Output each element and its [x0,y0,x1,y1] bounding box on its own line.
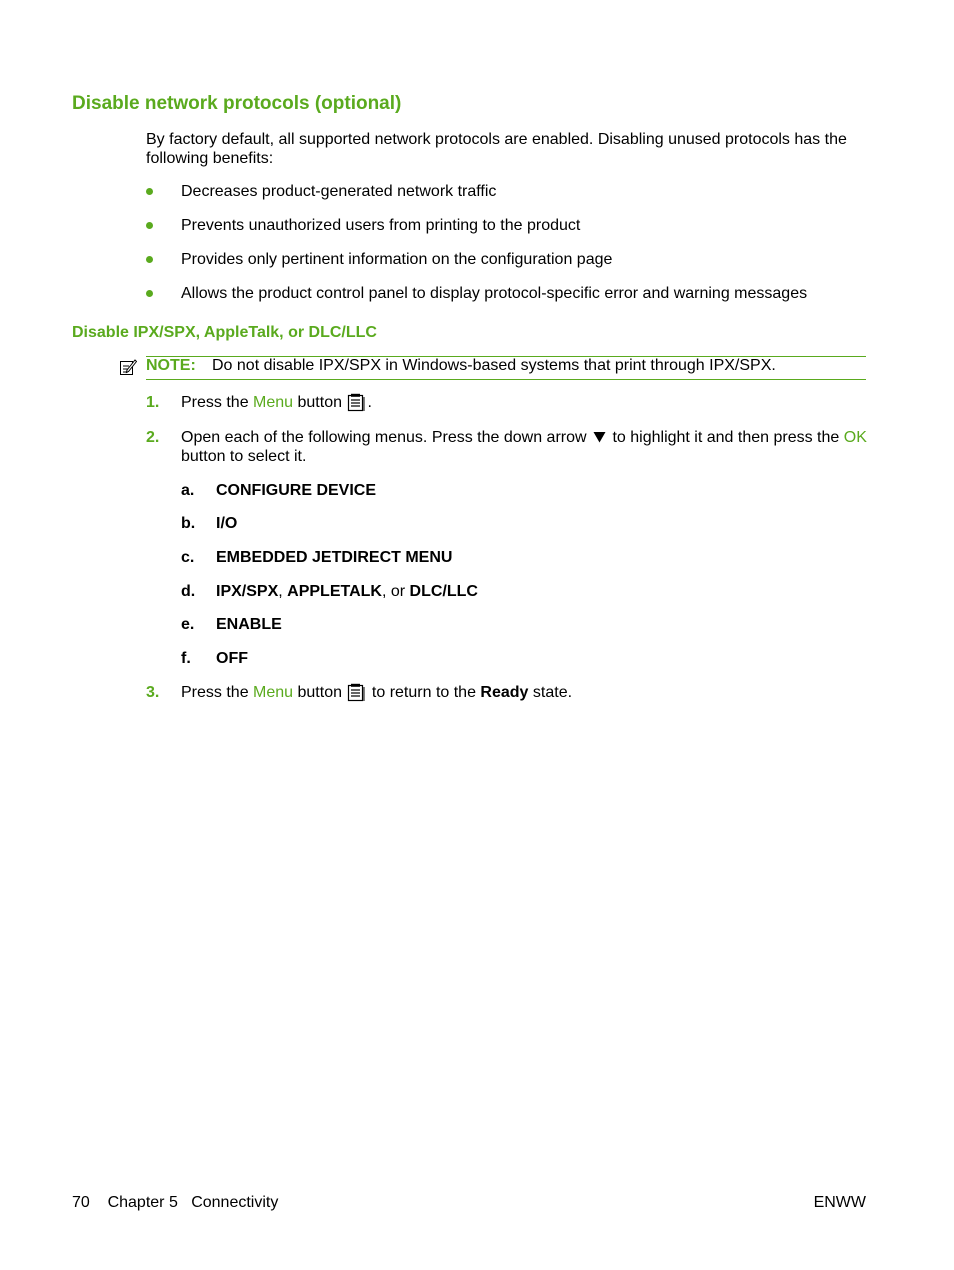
substep-text: OFF [216,650,248,667]
step-text: state. [528,684,573,701]
page-footer-left [72,1193,278,1212]
step-text: . [367,394,372,411]
menu-link: Menu [253,394,294,411]
ok-link: OK [843,429,867,446]
ready-state: Ready [480,684,529,701]
substep-letter: c. [181,549,195,566]
step-text: Press the [181,394,254,411]
step-number: 3. [146,684,160,701]
bullet-icon [146,182,158,201]
step-text: Open each of the following menus. Press the down arrow [181,429,587,446]
bullet-item: Allows the product control panel to display protocol-specific error and warning messages [181,285,808,302]
section-subheading: Disable IPX/SPX, AppleTalk, or DLC/LLC [72,324,377,341]
separator: , or [381,583,410,600]
step-text: button [293,684,342,701]
step-1-text [181,393,871,412]
chapter-label: Chapter 5 [107,1194,178,1211]
protocol-appletalk: APPLETALK [287,583,382,600]
step-text: to return to the [371,684,481,701]
substep-text: CONFIGURE DEVICE [216,482,377,499]
bullet-icon [146,250,158,269]
substep-letter: f. [181,650,191,667]
bullet-icon [146,284,158,303]
protocol-dlc: DLC/LLC [409,583,478,600]
substep-letter: b. [181,515,196,532]
page-heading: Disable network protocols (optional) [72,93,402,114]
step-text: Press the [181,684,254,701]
bullet-icon [146,216,158,235]
page-number: 70 [72,1194,90,1211]
step-text: button to select it. [181,448,307,465]
section-label: Connectivity [191,1194,279,1211]
menu-link: Menu [253,684,294,701]
bullet-item: Provides only pertinent information on the configuration page [181,251,613,268]
substep-text: EMBEDDED JETDIRECT MENU [216,549,453,566]
step-number: 1. [146,394,160,411]
step-text: to highlight it and then press the [612,429,840,446]
step-text: button [293,394,342,411]
step-number: 2. [146,429,160,446]
page-footer-right: ENWW [813,1194,866,1211]
bullet-item: Prevents unauthorized users from printing to the product [181,217,581,234]
protocol-ipx: IPX/SPX [216,583,279,600]
step-3-text [181,683,871,702]
substep-letter: d. [181,583,196,600]
separator: , [278,583,288,600]
menu-button-icon [347,683,366,702]
substep-text: I/O [216,515,238,532]
step-2-text [181,428,871,466]
note-pencil-icon [119,358,137,376]
substep-text: ENABLE [216,616,282,633]
menu-button-icon [347,393,366,412]
substep-letter: e. [181,616,195,633]
note-text: Do not disable IPX/SPX in Windows-based systems that print through IPX/SPX. [212,357,776,374]
down-arrow-icon [593,431,606,443]
note-label: NOTE: [146,357,196,374]
bullet-item: Decreases product-generated network traffic [181,183,497,200]
substep-letter: a. [181,482,195,499]
intro-paragraph: By factory default, all supported network protocols are enabled. Disabling unused protocols has the following benefits: [146,131,847,167]
substep-protocols [216,582,478,601]
